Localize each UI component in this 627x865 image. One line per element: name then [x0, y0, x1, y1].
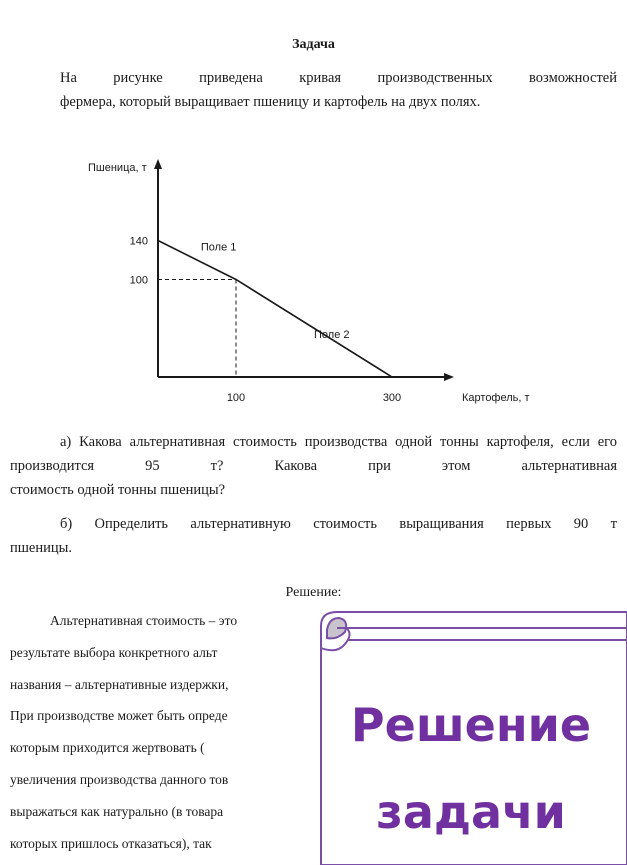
y-axis-label: Пшеница, т	[88, 162, 147, 174]
x-tick-label: 100	[226, 392, 246, 404]
intro-paragraph	[10, 66, 617, 114]
x-axis-arrow-icon	[444, 373, 454, 381]
solution-line: Альтернативная стоимость – это	[50, 613, 238, 628]
field-annotation: Поле 2	[314, 329, 350, 341]
y-tick-label: 140	[129, 235, 148, 248]
x-axis-label: Картофель, т	[462, 392, 530, 404]
question-a-line-2: картофеля, если его производится 95 т? Какова при этом альтернативная	[10, 434, 618, 474]
solution-line: которых пришлось отказаться), так	[10, 835, 212, 851]
intro-line-2: фермера, который выращивает пшеницу и картофель на двух полях.	[60, 94, 481, 110]
solution-line: результате выбора конкретного альт	[10, 644, 218, 660]
solution-line: При производстве может быть опреде	[10, 708, 228, 724]
solution-line: выражаться как натурально (в товара	[10, 803, 224, 819]
y-tick-label: 100	[129, 274, 148, 287]
question-a	[10, 430, 617, 502]
ppf-curve-line	[158, 241, 392, 378]
document-title: Задача	[292, 37, 335, 52]
question-b-line-2: пшеницы.	[10, 540, 73, 556]
solution-line: увеличения производства данного тов	[10, 771, 229, 787]
question-b-line-1: б) Определить альтернативную стоимость выращивания первых 90 т	[60, 516, 617, 532]
question-a-line-3: стоимость одной тонны пшеницы?	[10, 482, 226, 498]
field-annotation: Поле 1	[200, 241, 237, 254]
solution-line: которым приходится жертвовать (	[10, 740, 205, 756]
question-a-line-1: а) Какова альтернативная стоимость производства одной тонны	[60, 434, 479, 450]
banner-line-1: Решение	[350, 698, 592, 752]
banner-line-2: задачи	[376, 785, 566, 839]
production-possibility-chart	[80, 155, 560, 405]
x-tick-label: 300	[382, 392, 402, 404]
intro-line-1: На рисунке приведена кривая производственных возможностей	[60, 70, 617, 86]
y-axis-arrow-icon	[154, 159, 162, 169]
solution-line: названия – альтернативные издержки,	[10, 676, 229, 692]
question-b	[10, 512, 617, 560]
solution-heading: Решение:	[285, 585, 342, 600]
